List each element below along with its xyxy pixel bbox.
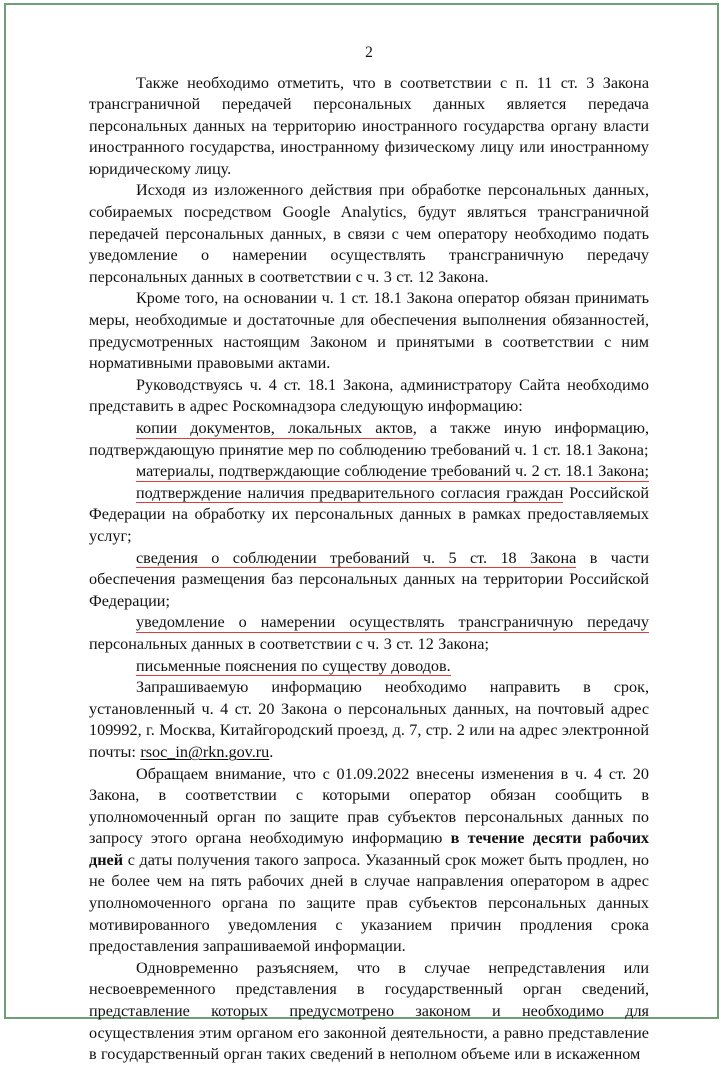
paragraph-text: Руководствуясь ч. 4 ст. 18.1 Закона, администратору Сайта необходимо представить в адрес Роскомнадзора следующую информацию: xyxy=(89,375,649,416)
paragraph-text: Запрашиваемую информацию необходимо направить в срок, установленный ч. 4 ст. 20 Закона о персональных данных, на почтовый адрес 109992, г. Москва, Китайгородский проезд, д. 7, стр. 2 или на адрес электронной почты: xyxy=(89,678,649,761)
list-item-document-copies xyxy=(89,418,649,461)
paragraph-text: Одновременно разъясняем, что в случае непредставления или несвоевременного представления в государственный орган сведений, представление которых предусмотрено законом и необходимо для осуществления этим органом его законной деятельности, а равно представление в государственный орган таких сведений в неполном объеме или в искаженном xyxy=(89,958,649,1064)
paragraph-text: Обращаем внимание, что с 01.09.2022 внесены изменения в ч. 4 ст. 20 Закона, в соответствии с которыми оператор обязан сообщить в уполномоченный орган по защите прав субъектов персональных данных по запросу этого органа необходимую информацию xyxy=(89,764,649,848)
paragraph-text: , а также иную информацию, подтверждающую принятие мер по соблюдению требований ч. 1 ст. 18.1 Закона; xyxy=(89,419,649,459)
red-underlined-phrase: письменные пояснения по существу доводов. xyxy=(136,656,451,675)
list-item-materials xyxy=(89,461,649,483)
paragraph-liability-notice xyxy=(89,958,649,1066)
page-number: 2 xyxy=(365,44,373,61)
red-underlined-phrase: материалы, подтверждающие соблюдение требований ч. 2 ст. 18.1 Закона; xyxy=(136,462,649,481)
list-item-prior-consent xyxy=(89,483,649,548)
red-underlined-phrase: сведения о соблюдении требований ч. 5 ст. 18 Закона xyxy=(136,548,577,567)
paragraph-text: Исходя из изложенного действия при обработке персональных данных, собираемых посредством Google Analytics, будут являться трансграничной передачей персональных данных, в связи с чем оператору необходимо подать уведомление о намерении осуществлять трансграничную передачу персональных данных в соответствии с ч. 3 ст. 12 Закона. xyxy=(89,181,649,286)
paragraph-required-info-intro xyxy=(89,375,649,418)
paragraph-text: Российской Федерации на обработку их персональных данных в рамках предоставляемых услуг; xyxy=(89,483,649,545)
list-item-localization-info xyxy=(89,548,649,613)
paragraph-submission-address xyxy=(89,677,649,763)
paragraph-cross-border-definition xyxy=(89,73,649,181)
page-border-frame xyxy=(4,3,719,1064)
bold-phrase-deadline: в течение десяти рабочих дней xyxy=(89,829,650,869)
paragraph-operator-obligations xyxy=(89,288,649,374)
paragraph-text: в части обеспечения размещения баз персональных данных на территории Российской Федерации; xyxy=(89,548,649,610)
red-underlined-phrase: подтверждение наличия предварительного согласия граждан xyxy=(136,483,564,502)
email-address[interactable]: rsoc_in@rkn.gov.ru xyxy=(140,742,270,761)
paragraph-text: Кроме того, на основании ч. 1 ст. 18.1 Закона оператор обязан принимать меры, необходимые и достаточные для обеспечения выполнения обязанностей, предусмотренных настоящим Законом и принятыми в соответствии с ним нормативными правовыми актами. xyxy=(89,289,649,373)
sentence-period: . xyxy=(269,742,274,761)
paragraph-google-analytics xyxy=(89,180,649,288)
paragraph-text: персональных данных в соответствии с ч. 3 ст. 12 Закона; xyxy=(89,634,489,653)
paragraph-ten-working-days xyxy=(89,764,649,958)
paragraph-text: Также необходимо отметить, что в соответствии с п. 11 ст. 3 Закона трансграничной передачей персональных данных является передача персональных данных на территорию иностранного государства органу власти иностранного государства, иностранному физическому лицу или иностранному юридическому лицу. xyxy=(89,73,649,178)
paragraph-text: с даты получения такого запроса. Указанный срок может быть продлен, но не более чем на пять рабочих дней в случае направления оператором в адрес уполномоченного органа по защите прав субъектов персональных данных мотивированного уведомления с указанием причин продления срока предоставления запрашиваемой информации. xyxy=(89,850,649,956)
list-item-cross-border-notification xyxy=(89,612,649,655)
red-underlined-phrase: копии документов, локальных актов xyxy=(136,419,413,437)
list-item-written-explanations xyxy=(89,656,649,678)
red-underlined-phrase: уведомление о намерении осуществлять трансграничную передачу xyxy=(136,613,649,632)
document-page xyxy=(6,5,721,1064)
